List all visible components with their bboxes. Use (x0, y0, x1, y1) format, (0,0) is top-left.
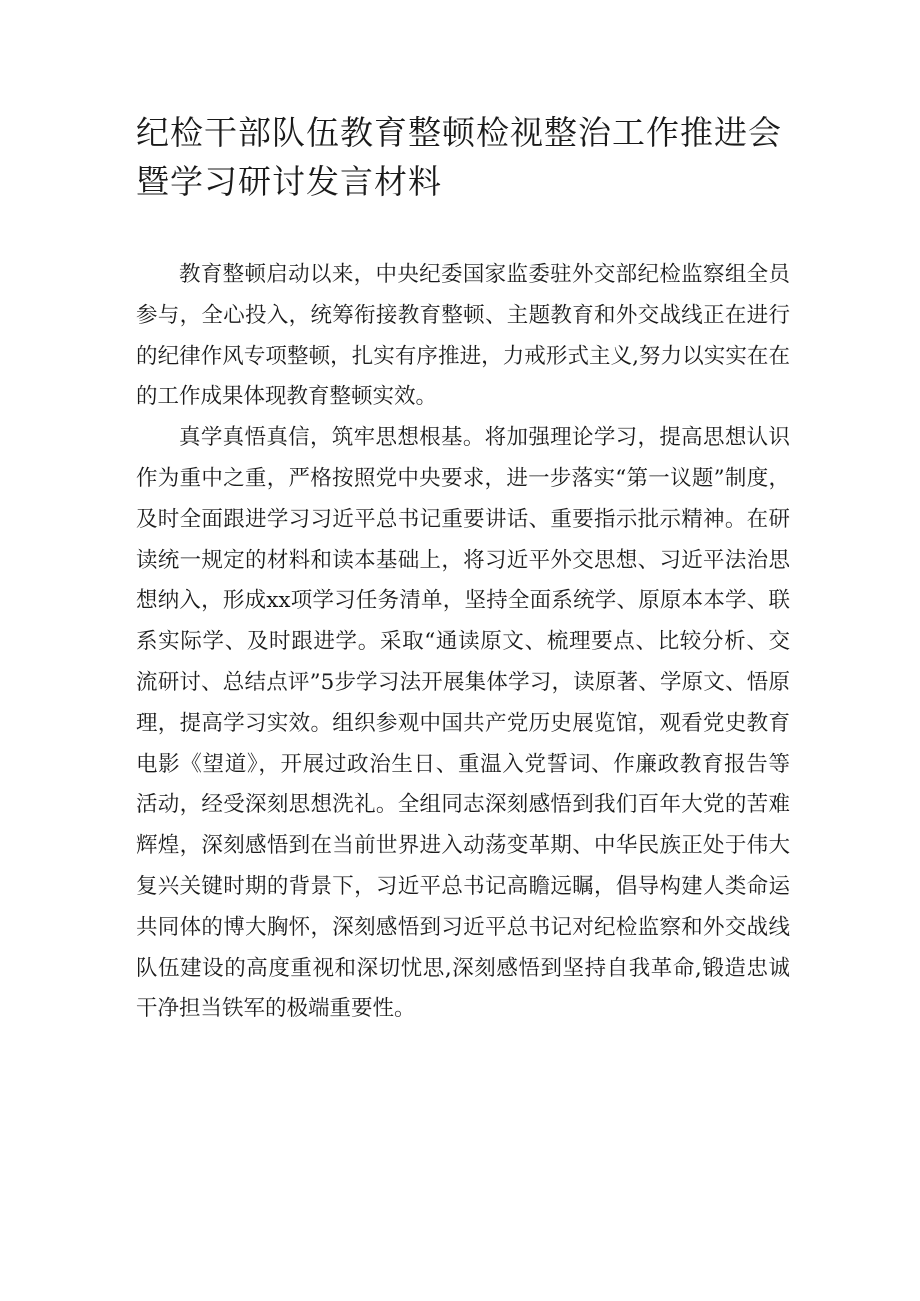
paragraph-study: 真学真悟真信，筑牢思想根基。将加强理论学习，提高思想认识作为重中之重，严格按照党中央要求，进一步落实“第一议题”制度，及时全面跟进学习习近平总书记重要讲话、重要指示批示精神。在研读统一规定的材料和读本基础上，将习近平外交思想、习近平法治思想纳入，形成xx项学习任务清单，坚持全面系统学、原原本本学、联系实际学、及时跟进学。采取“通读原文、梳理要点、比较分析、交流研讨、总结点评”5步学习法开展集体学习，读原著、学原文、悟原理，提高学习实效。组织参观中国共产党历史展览馆，观看党史教育电影《望道》，开展过政治生日、重温入党誓词、作廉政教育报告等活动，经受深刻思想洗礼。全组同志深刻感悟到我们百年大党的苦难辉煌，深刻感悟到在当前世界进入动荡变革期、中华民族正处于伟大复兴关键时期的背景下，习近平总书记高瞻远瞩，倡导构建人类命运共同体的博大胸怀，深刻感悟到习近平总书记对纪检监察和外交战线队伍建设的高度重视和深切忧思,深刻感悟到坚持自我革命,锻造忠诚干净担当铁军的极端重要性。 (136, 425, 790, 1022)
document-title: 纪检干部队伍教育整顿检视整治工作推进会暨学习研讨发言材料 (136, 113, 782, 201)
document-body (136, 255, 790, 1030)
paragraph-intro: 教育整顿启动以来，中央纪委国家监委驻外交部纪检监察组全员参与，全心投入，统筹衔接教育整顿、主题教育和外交战线正在进行的纪律作风专项整顿，扎实有序推进，力戒形式主义,努力以实实在在的工作成果体现教育整顿实效。 (136, 262, 790, 410)
